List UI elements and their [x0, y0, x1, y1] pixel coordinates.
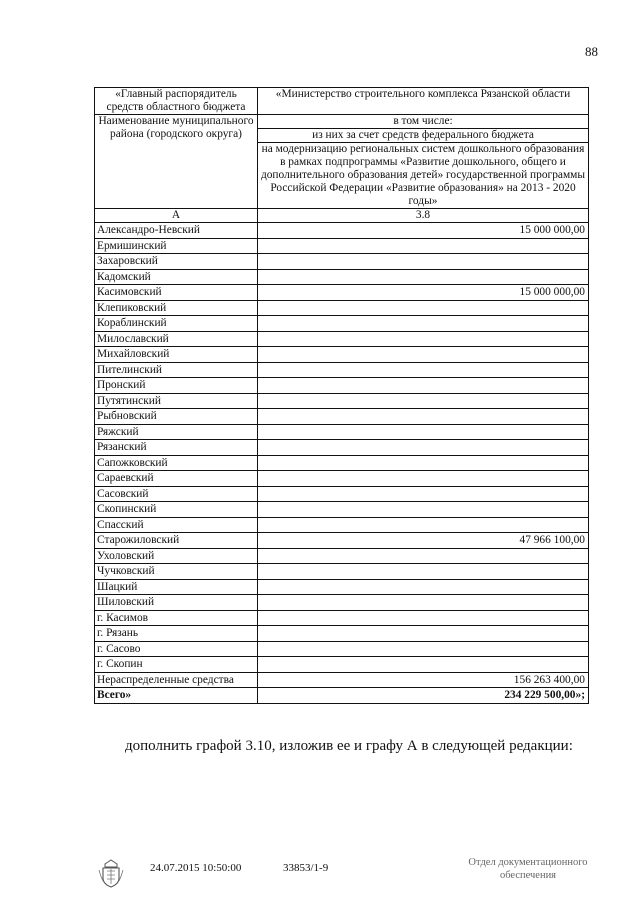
table-row: [95, 517, 589, 533]
table-row: [95, 409, 589, 425]
amount-value: 15 000 000,00: [258, 285, 589, 301]
budget-table: [94, 87, 589, 704]
distributor-label: «Главный распорядитель средств областного бюджета: [95, 88, 258, 115]
header-row-distributor: [95, 88, 589, 115]
table-row: [95, 533, 589, 549]
district-name: Пронский: [95, 378, 258, 394]
table-row: [95, 641, 589, 657]
amount-value: [258, 347, 589, 363]
district-name: г. Касимов: [95, 610, 258, 626]
table-row: [95, 564, 589, 580]
table-row: [95, 223, 589, 239]
district-name: Кадомский: [95, 269, 258, 285]
amount-value: [258, 254, 589, 270]
column-code-b: 3.8: [258, 209, 589, 223]
amount-value: [258, 238, 589, 254]
district-name: г. Сасово: [95, 641, 258, 657]
amount-value: [258, 502, 589, 518]
district-name: г. Рязань: [95, 626, 258, 642]
table-row: [95, 579, 589, 595]
amount-value: [258, 471, 589, 487]
table-row: [95, 347, 589, 363]
amount-value: 234 229 500,00»;: [258, 688, 589, 704]
amount-value: [258, 378, 589, 394]
stamp-document-code: 33853/1-9: [283, 862, 329, 874]
table-row: [95, 455, 589, 471]
amount-value: [258, 331, 589, 347]
table-row: [95, 626, 589, 642]
amount-value: [258, 316, 589, 332]
table-row: [95, 300, 589, 316]
district-name: Сараевский: [95, 471, 258, 487]
amount-value: [258, 486, 589, 502]
stamp-datetime: 24.07.2015 10:50:00: [150, 862, 242, 874]
district-name: Захаровский: [95, 254, 258, 270]
table-row: [95, 285, 589, 301]
district-name: Спасский: [95, 517, 258, 533]
amount-value: [258, 564, 589, 580]
table-row: [95, 254, 589, 270]
district-name: Рязанский: [95, 440, 258, 456]
district-name: Ермишинский: [95, 238, 258, 254]
amount-value: [258, 455, 589, 471]
amount-value: 156 263 400,00: [258, 672, 589, 688]
coat-of-arms-icon: [96, 857, 126, 889]
table-row: [95, 393, 589, 409]
amount-value: [258, 424, 589, 440]
amount-value: [258, 641, 589, 657]
amendment-note: дополнить графой 3.10, изложив ее и графу А в следующей редакции:: [125, 738, 573, 754]
header-row-including: [95, 115, 589, 129]
name-column-label: Наименование муниципального района (городского округа): [95, 115, 258, 209]
district-name: Шиловский: [95, 595, 258, 611]
amount-value: [258, 595, 589, 611]
district-name: Ухоловский: [95, 548, 258, 564]
department-stamp-line-1: Отдел документационного: [468, 857, 588, 868]
page-number: 88: [585, 44, 598, 59]
table-row: [95, 424, 589, 440]
table-row: [95, 269, 589, 285]
header-row-column-codes: [95, 209, 589, 223]
amount-value: [258, 548, 589, 564]
table-row: [95, 548, 589, 564]
amount-value: [258, 579, 589, 595]
district-name: Сапожковский: [95, 455, 258, 471]
district-name: Нераспределенные средства: [95, 672, 258, 688]
district-name: Старожиловский: [95, 533, 258, 549]
table-row: [95, 378, 589, 394]
purpose-label: на модернизацию региональных систем дошкольного образования в рамках подпрограммы «Развитие дошкольного, общего и дополнительного образования детей» государственной программы Российской Федерации «Развитие образования» на 2013 - 2020 годы»: [258, 143, 589, 209]
table-row: [95, 502, 589, 518]
district-name: Кораблинский: [95, 316, 258, 332]
table-row: [95, 362, 589, 378]
department-stamp: [448, 856, 608, 882]
amount-value: 15 000 000,00: [258, 223, 589, 239]
table-row: [95, 486, 589, 502]
district-name: Чучковский: [95, 564, 258, 580]
district-name: Александро-Невский: [95, 223, 258, 239]
amount-value: [258, 300, 589, 316]
table-row: [95, 672, 589, 688]
amount-value: [258, 409, 589, 425]
table-row: [95, 316, 589, 332]
table-row: [95, 471, 589, 487]
district-name: Клепиковский: [95, 300, 258, 316]
table-row: [95, 610, 589, 626]
department-stamp-line-2: обеспечения: [499, 870, 557, 881]
table-row: [95, 595, 589, 611]
amount-value: [258, 440, 589, 456]
amount-value: [258, 610, 589, 626]
table-row: [95, 657, 589, 673]
table-row: [95, 440, 589, 456]
amount-value: [258, 362, 589, 378]
amount-value: [258, 657, 589, 673]
federal-label: из них за счет средств федерального бюджета: [258, 129, 589, 143]
district-name: Скопинский: [95, 502, 258, 518]
table-row: [95, 331, 589, 347]
table-row: [95, 238, 589, 254]
district-name: Пителинский: [95, 362, 258, 378]
district-name: г. Скопин: [95, 657, 258, 673]
amount-value: [258, 269, 589, 285]
district-name: Рыбновский: [95, 409, 258, 425]
district-name: Путятинский: [95, 393, 258, 409]
district-name: Милославский: [95, 331, 258, 347]
district-name: Сасовский: [95, 486, 258, 502]
distributor-value: «Министерство строительного комплекса Рязанской области: [258, 88, 589, 115]
district-name: Касимовский: [95, 285, 258, 301]
amount-value: [258, 626, 589, 642]
district-name: Ряжский: [95, 424, 258, 440]
amount-value: 47 966 100,00: [258, 533, 589, 549]
amount-value: [258, 517, 589, 533]
district-name: Шацкий: [95, 579, 258, 595]
amount-value: [258, 393, 589, 409]
district-name: Михайловский: [95, 347, 258, 363]
including-label: в том числе:: [258, 115, 589, 129]
district-name: Всего»: [95, 688, 258, 704]
column-code-a: А: [95, 209, 258, 223]
total-row: [95, 688, 589, 704]
